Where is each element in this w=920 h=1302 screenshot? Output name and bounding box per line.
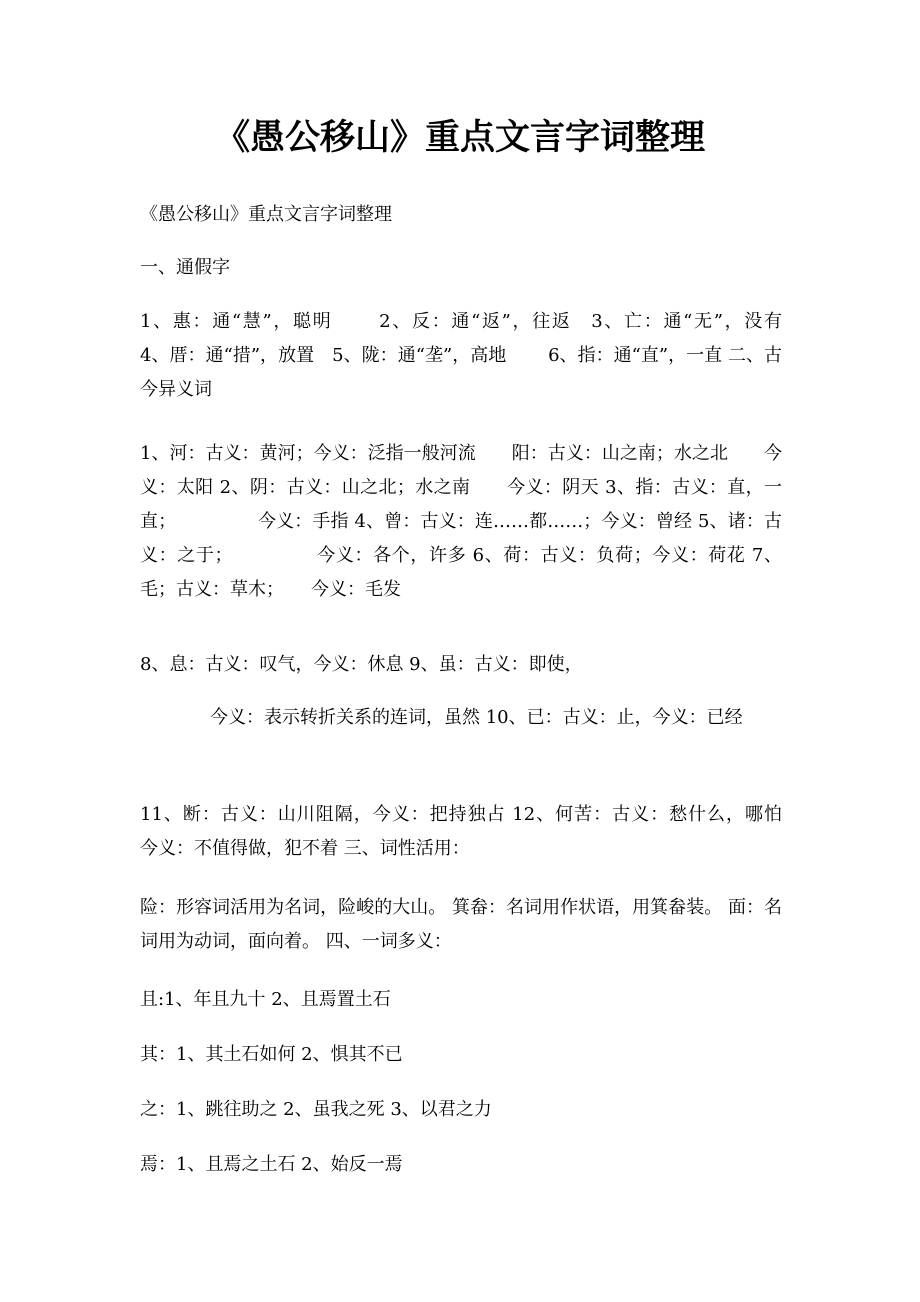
subtitle-paragraph: 《愚公移山》重点文言字词整理	[140, 204, 392, 225]
paragraph-gujin-yiyi-end: 11、断：古义：山川阻隔，今义：把持独占 12、何苦：古义：愁什么，哪怕 今义：不值得做，犯不着 三、词性活用：	[140, 804, 878, 859]
document-title: 《愚公移山》重点文言字词整理	[214, 117, 705, 158]
section-heading-tongjiazi: 一、通假字	[140, 257, 230, 278]
paragraph-yici-duoyi-zhi: 之：1、跳往助之 2、虽我之死 3、以君之力	[140, 1099, 492, 1120]
paragraph-yici-duoyi-qie: 且:1、年且九十 2、且焉置土石	[140, 989, 391, 1010]
paragraph-yici-duoyi-qi: 其：1、其土石如何 2、惧其不已	[140, 1044, 403, 1065]
paragraph-tongjiazi: 1、惠：通“慧”，聪明 2、反：通“返”，往返 3、亡：通“无”，没有 4、厝：通“措”，放置 5、陇：通“垄”，高地 6、指：通“直”，一直 二、古今异义词	[140, 311, 824, 400]
paragraph-cixing-huoyong: 险：形容词活用为名词，险峻的大山。 箕畚：名词用作状语，用箕畚装。 面：名词用为动词，面向着。 四、一词多义：	[140, 897, 782, 952]
paragraph-gujin-yiyi: 1、河：古义：黄河；今义：泛指一般河流 阳：古义：山之南；水之北 今义：太阳 2、阴：古义：山之北；水之南 今义：阴天 3、指：古义：直，一直； 今义：手指 4、曾：古义：连……都……；今义：曾经 5、诸：古义：之于； 今义：各个，许多 6、荷：古义：负荷；今义：荷花 7、毛；古义：草木； 今义：毛发	[140, 443, 782, 600]
paragraph-gujin-yiyi-sui: 今义：表示转折关系的连词，虽然 10、已：古义：止，今义：已经	[210, 707, 743, 728]
paragraph-yici-duoyi-yan: 焉：1、且焉之土石 2、始反一焉	[140, 1154, 403, 1175]
paragraph-gujin-yiyi-continued: 8、息：古义：叹气，今义：休息 9、虽：古义：即使，	[140, 654, 583, 675]
